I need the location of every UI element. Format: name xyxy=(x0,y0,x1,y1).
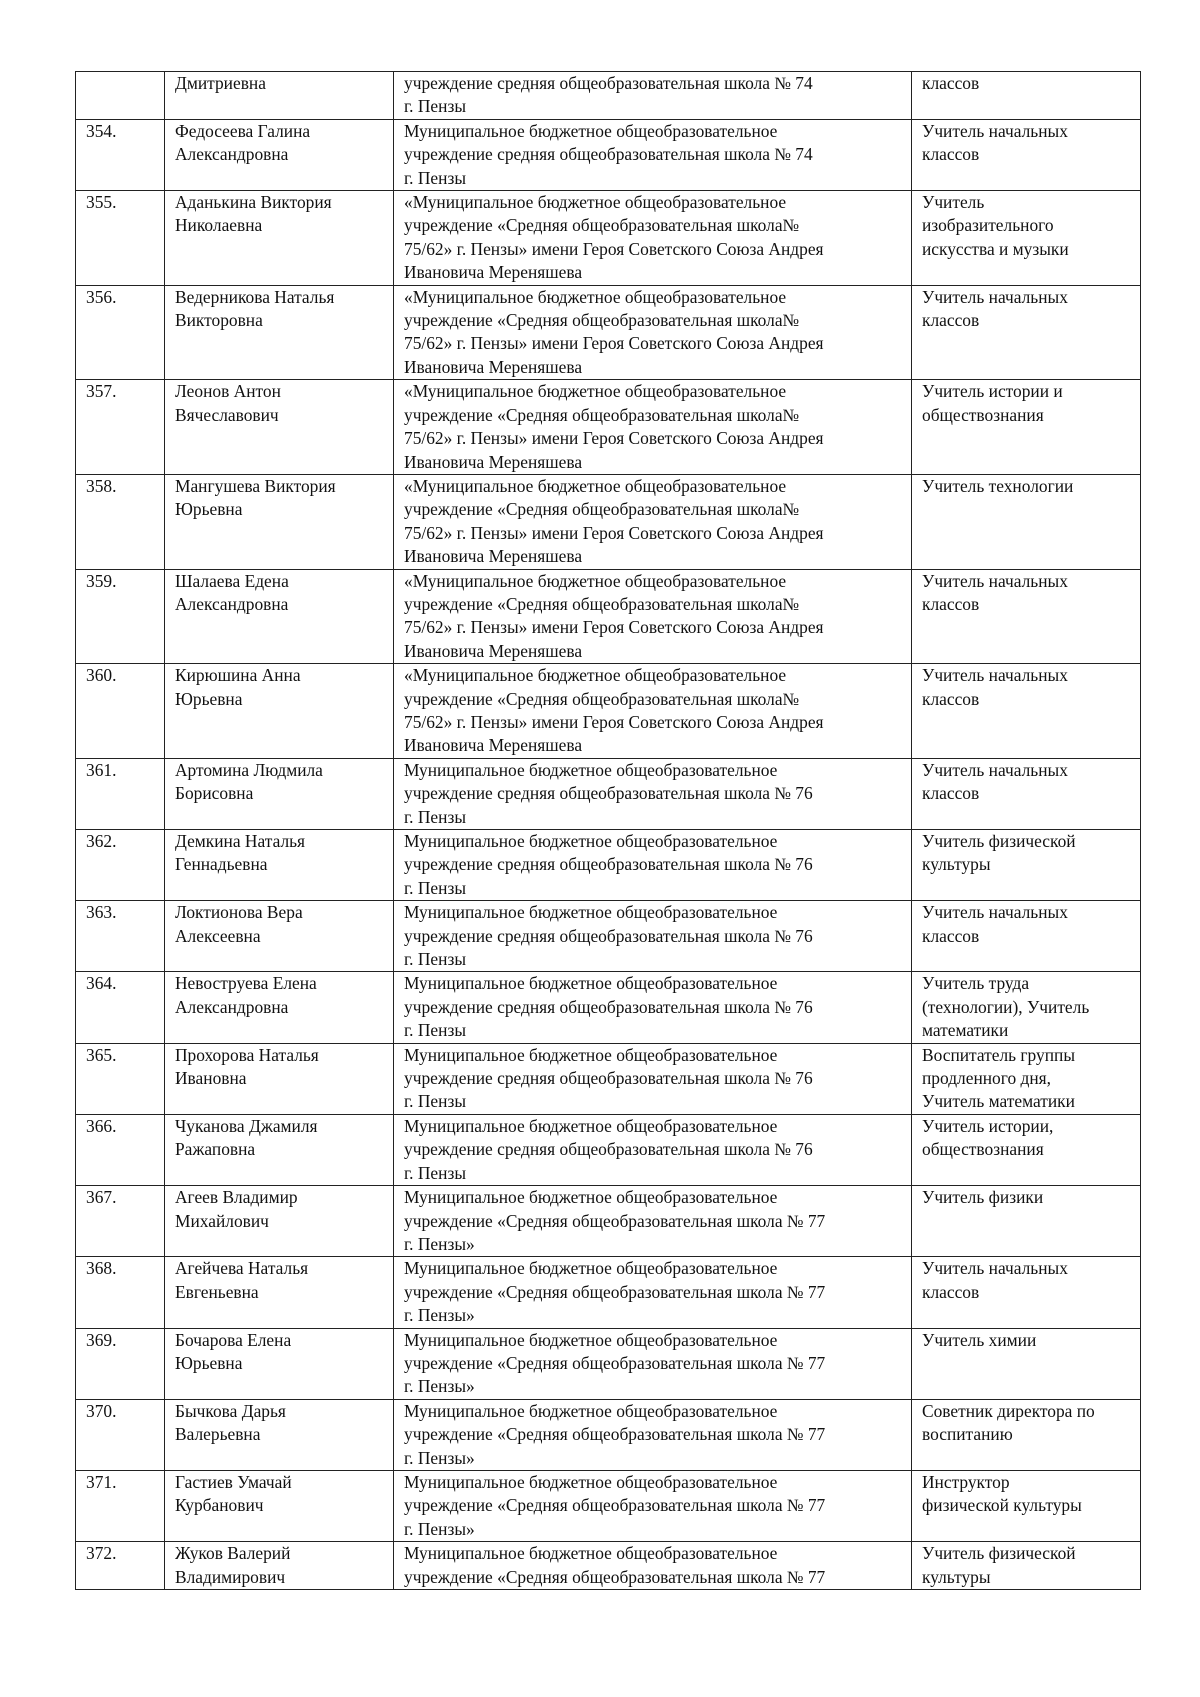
row-number: 372. xyxy=(76,1542,165,1590)
row-number: 355. xyxy=(76,191,165,286)
table-row xyxy=(76,1114,1141,1185)
table-row xyxy=(76,285,1141,380)
organization: Муниципальное бюджетное общеобразовательное учреждение «Средняя общеобразовательная школа № 77 г. Пензы» xyxy=(394,1470,912,1541)
organization: учреждение средняя общеобразовательная школа № 74 г. Пензы xyxy=(394,72,912,120)
organization: Муниципальное бюджетное общеобразовательное учреждение средняя общеобразовательная школа № 76 г. Пензы xyxy=(394,830,912,901)
person-name: Аданькина Виктория Николаевна xyxy=(165,191,394,286)
person-name: Леонов Антон Вячеславович xyxy=(165,380,394,475)
row-number: 354. xyxy=(76,119,165,190)
position: Учитель изобразительного искусства и музыки xyxy=(912,191,1141,286)
person-name: Бочарова Елена Юрьевна xyxy=(165,1328,394,1399)
position: Советник директора по воспитанию xyxy=(912,1399,1141,1470)
row-number: 358. xyxy=(76,474,165,569)
row-number: 371. xyxy=(76,1470,165,1541)
table-row xyxy=(76,1470,1141,1541)
row-number: 370. xyxy=(76,1399,165,1470)
table-row xyxy=(76,1257,1141,1328)
staff-table xyxy=(75,71,1141,1590)
organization: Муниципальное бюджетное общеобразовательное учреждение «Средняя общеобразовательная школа № 77 г. Пензы» xyxy=(394,1257,912,1328)
table-row xyxy=(76,830,1141,901)
table-row xyxy=(76,569,1141,664)
position: Учитель начальных классов xyxy=(912,1257,1141,1328)
organization: Муниципальное бюджетное общеобразовательное учреждение средняя общеобразовательная школа № 76 г. Пензы xyxy=(394,1043,912,1114)
table-row xyxy=(76,1328,1141,1399)
table-row xyxy=(76,664,1141,759)
organization: Муниципальное бюджетное общеобразовательное учреждение «Средняя общеобразовательная школа № 77 xyxy=(394,1542,912,1590)
row-number xyxy=(76,72,165,120)
position: Учитель физики xyxy=(912,1186,1141,1257)
table-row xyxy=(76,72,1141,120)
organization: Муниципальное бюджетное общеобразовательное учреждение «Средняя общеобразовательная школа № 77 г. Пензы» xyxy=(394,1399,912,1470)
person-name: Невоструева Елена Александровна xyxy=(165,972,394,1043)
row-number: 365. xyxy=(76,1043,165,1114)
row-number: 369. xyxy=(76,1328,165,1399)
row-number: 362. xyxy=(76,830,165,901)
row-number: 364. xyxy=(76,972,165,1043)
position: Учитель начальных классов xyxy=(912,569,1141,664)
table-row xyxy=(76,474,1141,569)
row-number: 367. xyxy=(76,1186,165,1257)
position: Учитель труда (технологии), Учитель математики xyxy=(912,972,1141,1043)
position: Учитель начальных классов xyxy=(912,119,1141,190)
position: Учитель начальных классов xyxy=(912,758,1141,829)
position: Учитель физической культуры xyxy=(912,1542,1141,1590)
person-name: Шалаева Едена Александровна xyxy=(165,569,394,664)
row-number: 363. xyxy=(76,901,165,972)
person-name: Артомина Людмила Борисовна xyxy=(165,758,394,829)
organization: «Муниципальное бюджетное общеобразовательное учреждение «Средняя общеобразовательная школа№ 75/62» г. Пензы» имени Героя Советского Союза Андрея Ивановича Мереняшева xyxy=(394,191,912,286)
person-name: Демкина Наталья Геннадьевна xyxy=(165,830,394,901)
table-row xyxy=(76,191,1141,286)
position: Учитель химии xyxy=(912,1328,1141,1399)
person-name: Кирюшина Анна Юрьевна xyxy=(165,664,394,759)
table-row xyxy=(76,1399,1141,1470)
person-name: Прохорова Наталья Ивановна xyxy=(165,1043,394,1114)
table-row xyxy=(76,901,1141,972)
person-name: Агейчева Наталья Евгеньевна xyxy=(165,1257,394,1328)
organization: Муниципальное бюджетное общеобразовательное учреждение средняя общеобразовательная школа № 76 г. Пензы xyxy=(394,1114,912,1185)
table-row xyxy=(76,758,1141,829)
table-row xyxy=(76,1542,1141,1590)
person-name: Федосеева Галина Александровна xyxy=(165,119,394,190)
person-name: Дмитриевна xyxy=(165,72,394,120)
organization: Муниципальное бюджетное общеобразовательное учреждение средняя общеобразовательная школа № 74 г. Пензы xyxy=(394,119,912,190)
position: Учитель физической культуры xyxy=(912,830,1141,901)
organization: Муниципальное бюджетное общеобразовательное учреждение средняя общеобразовательная школа № 76 г. Пензы xyxy=(394,972,912,1043)
person-name: Гастиев Умачай Курбанович xyxy=(165,1470,394,1541)
position: Инструктор физической культуры xyxy=(912,1470,1141,1541)
organization: Муниципальное бюджетное общеобразовательное учреждение средняя общеобразовательная школа № 76 г. Пензы xyxy=(394,758,912,829)
position: Учитель технологии xyxy=(912,474,1141,569)
row-number: 368. xyxy=(76,1257,165,1328)
organization: Муниципальное бюджетное общеобразовательное учреждение «Средняя общеобразовательная школа № 77 г. Пензы» xyxy=(394,1328,912,1399)
table-row xyxy=(76,1186,1141,1257)
organization: Муниципальное бюджетное общеобразовательное учреждение средняя общеобразовательная школа № 76 г. Пензы xyxy=(394,901,912,972)
row-number: 357. xyxy=(76,380,165,475)
position: Учитель истории, обществознания xyxy=(912,1114,1141,1185)
table-row xyxy=(76,972,1141,1043)
position: классов xyxy=(912,72,1141,120)
row-number: 366. xyxy=(76,1114,165,1185)
row-number: 361. xyxy=(76,758,165,829)
person-name: Мангушева Виктория Юрьевна xyxy=(165,474,394,569)
person-name: Ведерникова Наталья Викторовна xyxy=(165,285,394,380)
person-name: Бычкова Дарья Валерьевна xyxy=(165,1399,394,1470)
position: Учитель начальных классов xyxy=(912,285,1141,380)
table-row xyxy=(76,1043,1141,1114)
row-number: 359. xyxy=(76,569,165,664)
organization: «Муниципальное бюджетное общеобразовательное учреждение «Средняя общеобразовательная школа№ 75/62» г. Пензы» имени Героя Советского Союза Андрея Ивановича Мереняшева xyxy=(394,285,912,380)
person-name: Агеев Владимир Михайлович xyxy=(165,1186,394,1257)
organization: Муниципальное бюджетное общеобразовательное учреждение «Средняя общеобразовательная школа № 77 г. Пензы» xyxy=(394,1186,912,1257)
position: Учитель начальных классов xyxy=(912,664,1141,759)
table-row xyxy=(76,380,1141,475)
row-number: 360. xyxy=(76,664,165,759)
organization: «Муниципальное бюджетное общеобразовательное учреждение «Средняя общеобразовательная школа№ 75/62» г. Пензы» имени Героя Советского Союза Андрея Ивановича Мереняшева xyxy=(394,664,912,759)
position: Воспитатель группы продленного дня, Учитель математики xyxy=(912,1043,1141,1114)
organization: «Муниципальное бюджетное общеобразовательное учреждение «Средняя общеобразовательная школа№ 75/62» г. Пензы» имени Героя Советского Союза Андрея Ивановича Мереняшева xyxy=(394,569,912,664)
position: Учитель начальных классов xyxy=(912,901,1141,972)
person-name: Локтионова Вера Алексеевна xyxy=(165,901,394,972)
row-number: 356. xyxy=(76,285,165,380)
staff-table-body xyxy=(76,72,1141,1590)
position: Учитель истории и обществознания xyxy=(912,380,1141,475)
table-row xyxy=(76,119,1141,190)
person-name: Чуканова Джамиля Ражаповна xyxy=(165,1114,394,1185)
organization: «Муниципальное бюджетное общеобразовательное учреждение «Средняя общеобразовательная школа№ 75/62» г. Пензы» имени Героя Советского Союза Андрея Ивановича Мереняшева xyxy=(394,474,912,569)
organization: «Муниципальное бюджетное общеобразовательное учреждение «Средняя общеобразовательная школа№ 75/62» г. Пензы» имени Героя Советского Союза Андрея Ивановича Мереняшева xyxy=(394,380,912,475)
person-name: Жуков Валерий Владимирович xyxy=(165,1542,394,1590)
